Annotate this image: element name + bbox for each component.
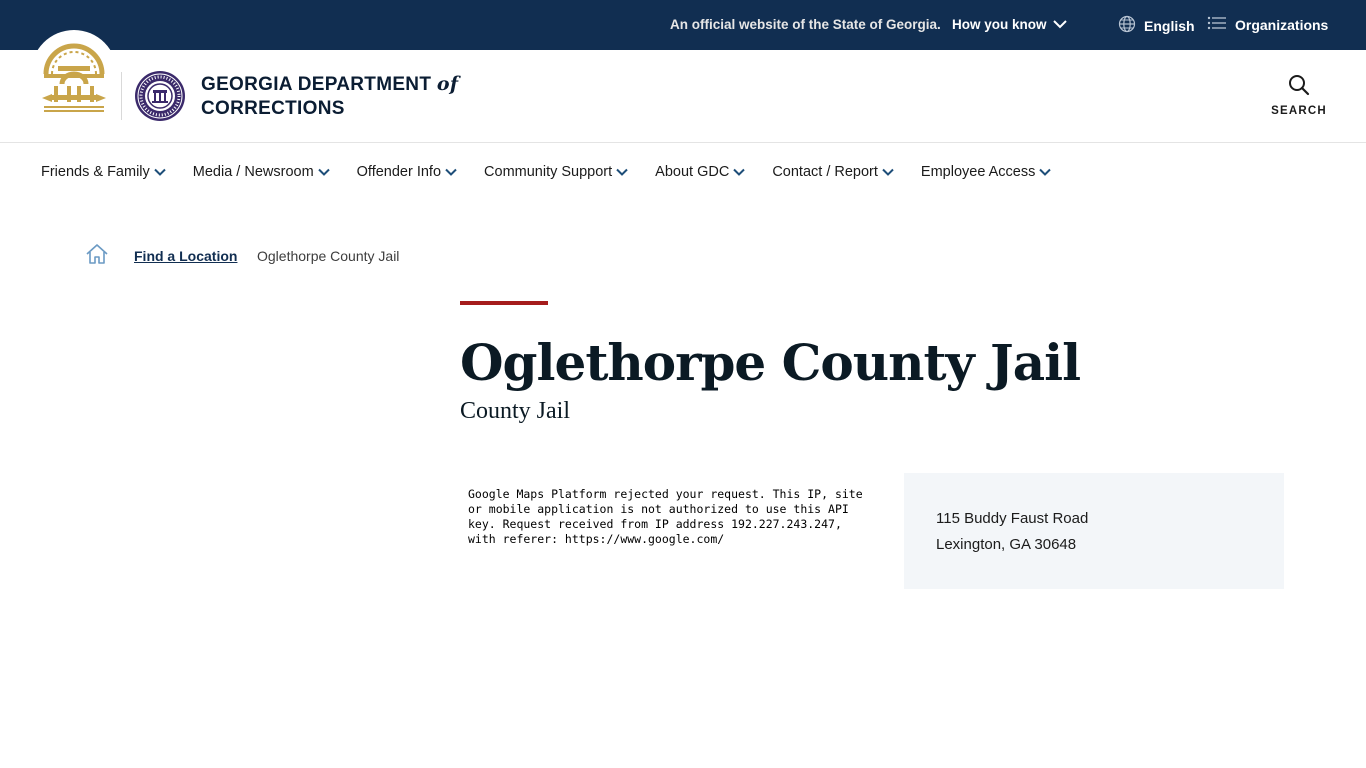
department-seal-logo[interactable] [134,70,186,127]
breadcrumb-find-location-link[interactable]: Find a Location [134,248,238,264]
nav-item-about-gdc[interactable] [655,164,745,180]
home-icon[interactable] [85,243,109,270]
nav-item-friends-family[interactable] [41,164,166,180]
nav-item-label: Community Support [484,164,613,180]
department-name[interactable] [201,72,458,121]
organizations-label: Organizations [1235,16,1329,33]
nav-item-community-support[interactable] [484,164,628,180]
nav-item-label: Media / Newsroom [192,164,314,180]
nav-item-employee-access[interactable] [921,164,1051,180]
list-icon [1207,15,1227,34]
organizations-button[interactable] [1207,15,1328,34]
chevron-down-icon [318,168,330,176]
breadcrumb [85,243,109,270]
how-you-know-button[interactable] [952,17,1067,32]
language-label: English [1144,17,1195,34]
search-button[interactable] [1268,74,1330,117]
official-banner [0,0,1366,50]
nav-item-label: Offender Info [356,164,442,180]
search-label: SEARCH [1271,105,1327,117]
title-accent-line [460,301,548,305]
nav-item-offender-info[interactable] [357,164,457,180]
chevron-down-icon [1053,17,1067,32]
nav-item-contact-report[interactable] [772,164,894,180]
language-selector[interactable] [1118,15,1195,36]
chevron-down-icon [1039,168,1051,176]
search-icon [1288,83,1310,100]
nav-item-label: About GDC [655,164,730,180]
department-name-line2: CORRECTIONS [201,98,345,119]
address-city-state-zip: Lexington, GA 30648 [936,536,1077,553]
site-header [0,50,1366,143]
map-error-message: Google Maps Platform rejected your request. This IP, site or mobile application is not authorized to use this API key. Request received from IP address 192.227.243.247, with referer: https://www.google.com/ [468,487,863,546]
department-name-of: of [436,73,459,95]
globe-icon [1118,15,1136,36]
chevron-down-icon [882,168,894,176]
official-site-text: An official website of the State of Georgia. [670,17,941,32]
nav-item-label: Contact / Report [772,164,878,180]
georgia-state-seal-logo[interactable] [38,40,110,119]
address-street: 115 Buddy Faust Road [936,510,1089,527]
logo-divider [121,72,122,120]
page-subtitle: County Jail [460,398,571,424]
nav-item-media-newsroom[interactable] [193,164,330,180]
breadcrumb-current: Oglethorpe County Jail [257,248,400,264]
chevron-down-icon [445,168,457,176]
address-card [904,473,1284,589]
page-title: Oglethorpe County Jail [460,333,1081,392]
nav-item-label: Friends & Family [41,164,150,180]
how-you-know-label: How you know [952,17,1047,32]
chevron-down-icon [616,168,628,176]
chevron-down-icon [733,168,745,176]
chevron-down-icon [154,168,166,176]
main-navigation [41,164,1078,180]
department-name-line1: GEORGIA DEPARTMENT [201,74,432,95]
nav-item-label: Employee Access [920,164,1036,180]
